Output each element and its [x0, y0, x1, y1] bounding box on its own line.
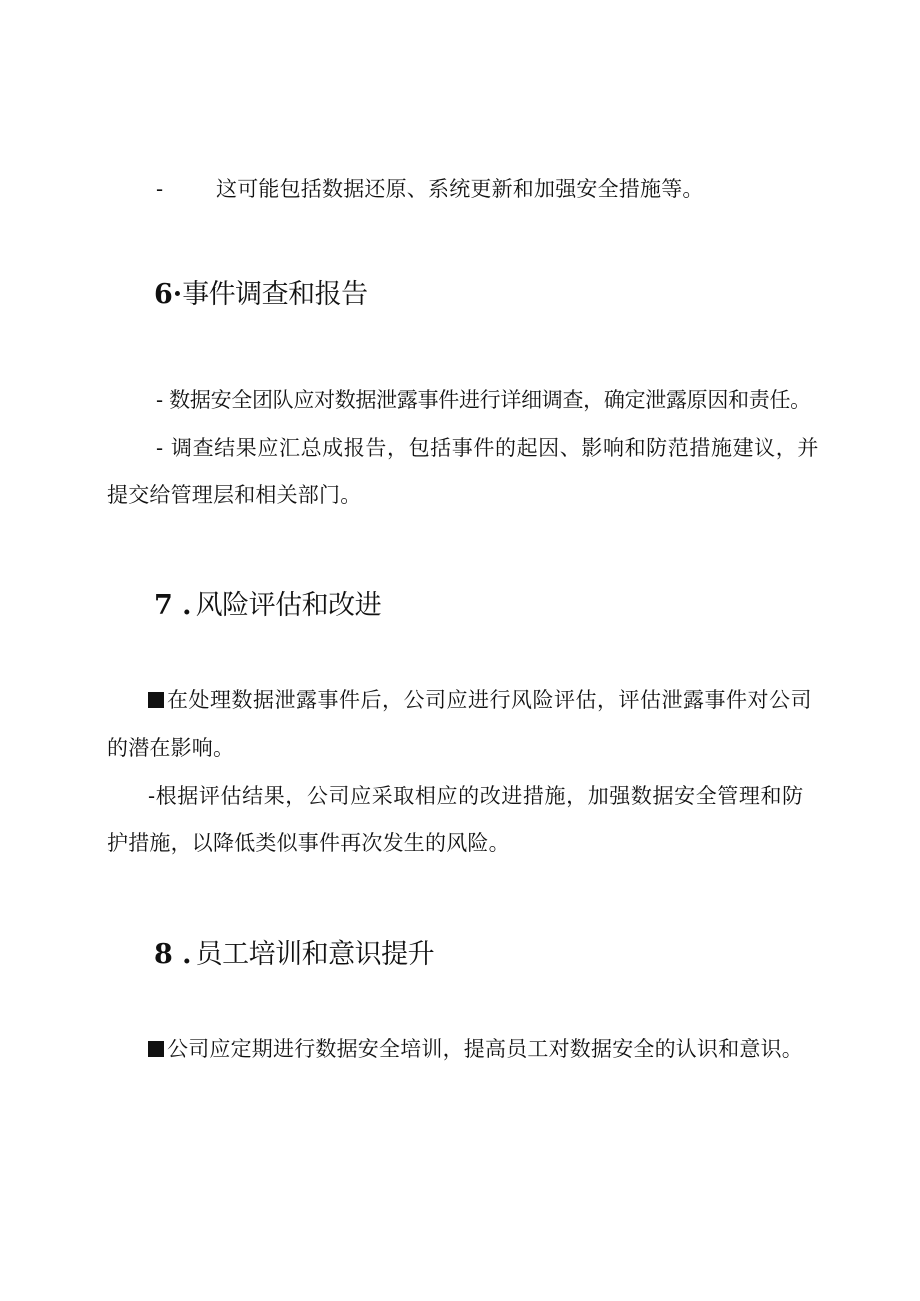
section6-heading — [154, 278, 368, 312]
section6-heading-text: 事件调查和报告 — [182, 279, 368, 310]
section6-heading-number: 6· — [154, 279, 183, 310]
section7-heading-text: 风险评估和改进 — [195, 590, 382, 621]
section8-heading-number: 8 . — [154, 939, 192, 970]
section7-item-1-text: 在处理数据泄露事件后，公司应进行风险评估，评估泄露事件对公司 — [167, 688, 812, 712]
dash-marker: - — [156, 177, 164, 201]
section8-heading — [154, 938, 434, 972]
section6-item-2-line-2: 提交给管理层和相关部门。 — [107, 483, 362, 507]
section8-heading-text: 员工培训和意识提升 — [195, 939, 435, 970]
section7-heading — [154, 589, 381, 623]
section7-heading-number: 7 . — [154, 590, 192, 621]
square-bullet-icon — [148, 1041, 164, 1057]
section5-item-text: 这可能包括数据还原、系统更新和加强安全措施等。 — [216, 177, 704, 201]
section5-item — [156, 175, 704, 203]
section6-item-1: - 数据安全团队应对数据泄露事件进行详细调查，确定泄露原因和责任。 — [156, 388, 811, 412]
section8-item-1 — [148, 1035, 803, 1063]
section7-item-1-line-1 — [148, 686, 812, 714]
section7-item-1-line-2: 的潜在影响。 — [107, 736, 235, 760]
section6-item-2-line-1: - 调查结果应汇总成报告，包括事件的起因、影响和防范措施建议，并 — [156, 436, 819, 460]
section7-item-2-line-1: -根据评估结果，公司应采取相应的改进措施，加强数据安全管理和防 — [148, 784, 804, 808]
square-bullet-icon — [148, 692, 164, 708]
section7-item-2-line-2: 护措施，以降低类似事件再次发生的风险。 — [107, 831, 510, 855]
section8-item-1-text: 公司应定期进行数据安全培训，提高员工对数据安全的认识和意识。 — [167, 1037, 803, 1061]
